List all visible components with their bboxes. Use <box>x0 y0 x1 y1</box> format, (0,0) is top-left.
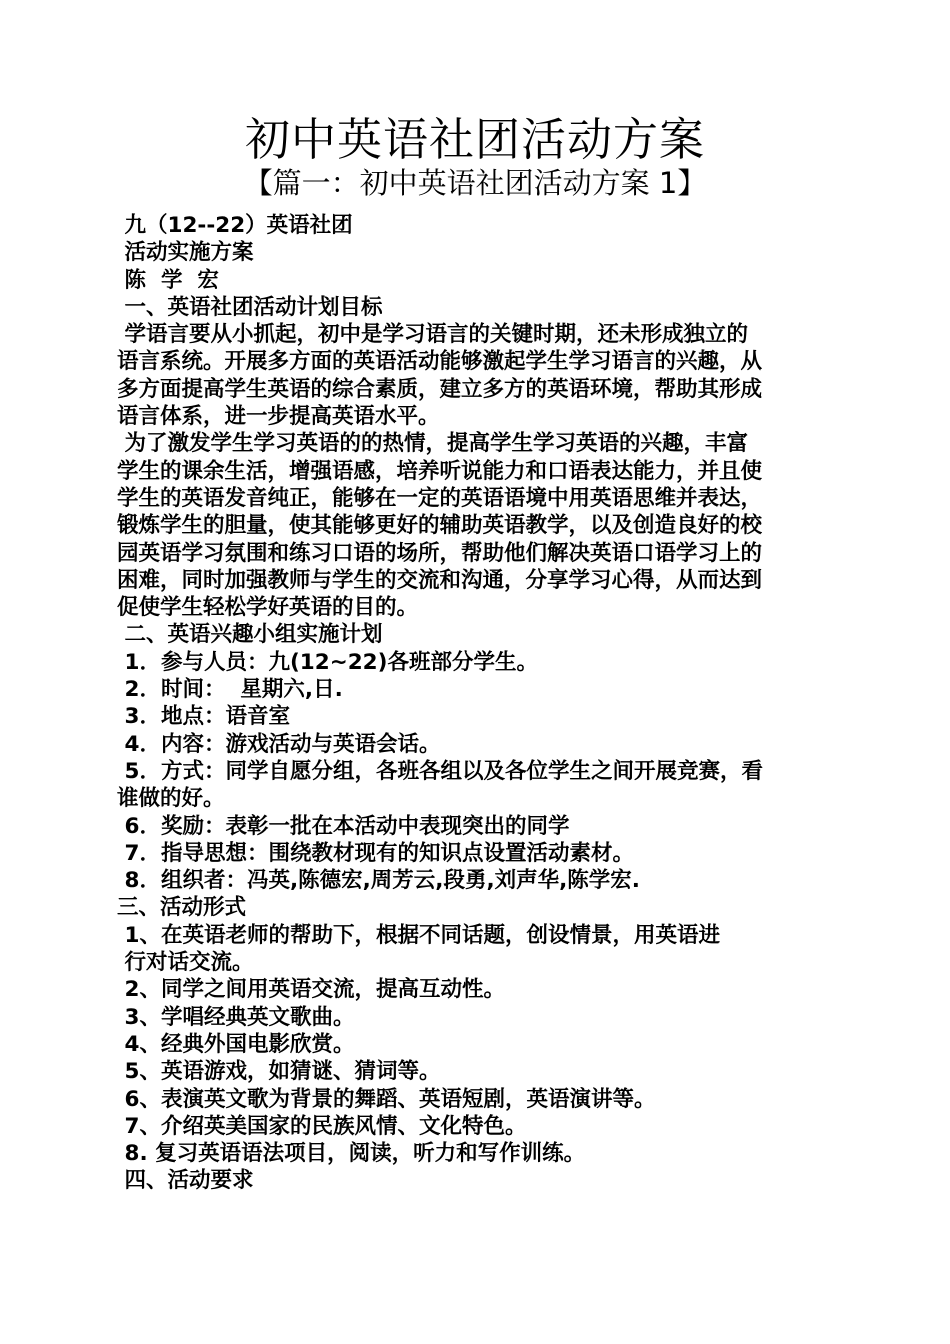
text-line: 6．奖励：表彰一批在本活动中表现突出的同学 <box>117 813 570 839</box>
text-line: 5、英语游戏，如猜谜、猜词等。 <box>117 1059 441 1085</box>
text-line: 8. 复习英语语法项目，阅读，听力和写作训练。 <box>117 1141 586 1167</box>
text-line: 1．参与人员：九(12~22)各班部分学生。 <box>117 649 538 675</box>
text-line: 语言体系，进一步提高英语水平。 <box>117 404 440 430</box>
text-line: 四、活动要求 <box>117 1168 254 1194</box>
text-line: 6、表演英文歌为背景的舞蹈、英语短剧，英语演讲等。 <box>117 1086 656 1112</box>
text-line: 锻炼学生的胆量，使其能够更好的辅助英语教学，以及创造良好的校 <box>117 513 763 539</box>
text-line: 行对话交流。 <box>117 950 254 976</box>
text-line: 学生的英语发音纯正，能够在一定的英语语境中用英语思维并表达， <box>117 485 763 511</box>
text-line: 园英语学习氛围和练习口语的场所，帮助他们解决英语口语学习上的 <box>117 540 763 566</box>
text-line: 4．内容：游戏活动与英语会话。 <box>117 731 441 757</box>
text-line: 为了激发学生学习英语的的热情，提高学生学习英语的兴趣，丰富 <box>117 431 748 457</box>
text-line: 7．指导思想：围绕教材现有的知识点设置活动素材。 <box>117 840 634 866</box>
text-line: 促使学生轻松学好英语的目的。 <box>117 595 419 621</box>
text-line: 陈 学 宏 <box>117 267 219 293</box>
text-line: 二、英语兴趣小组实施计划 <box>117 622 383 648</box>
document-subtitle: 【篇一：初中英语社团活动方案 1】 <box>243 166 707 200</box>
text-line: 7、介绍英美国家的民族风情、文化特色。 <box>117 1113 527 1139</box>
text-line: 4、经典外国电影欣赏。 <box>117 1031 355 1057</box>
text-line: 九（12--22）英语社团 <box>117 213 353 238</box>
text-line: 2．时间： 星期六,日. <box>117 677 343 703</box>
text-line: 3．地点：语音室 <box>117 704 290 730</box>
text-line: 谁做的好。 <box>117 786 225 812</box>
text-line: 8．组织者：冯英,陈德宏,周芳云,段勇,刘声华,陈学宏. <box>117 868 640 894</box>
text-line: 学生的课余生活，增强语感，培养听说能力和口语表达能力，并且使 <box>117 458 763 484</box>
text-line: 活动实施方案 <box>117 240 254 266</box>
text-line: 5．方式：同学自愿分组，各班各组以及各位学生之间开展竞赛，看 <box>117 758 763 784</box>
document-body <box>117 212 839 1195</box>
text-line: 困难，同时加强教师与学生的交流和沟通，分享学习心得，从而达到 <box>117 567 763 593</box>
text-line: 三、活动形式 <box>117 895 247 921</box>
text-line: 2、同学之间用英语交流，提高互动性。 <box>117 977 505 1003</box>
text-line: 多方面提高学生英语的综合素质，建立多方的英语环境，帮助其形成 <box>117 376 763 402</box>
text-line: 语言系统。开展多方面的英语活动能够激起学生学习语言的兴趣，从 <box>117 349 763 375</box>
text-line: 一、英语社团活动计划目标 <box>117 294 383 320</box>
text-line: 3、学唱经典英文歌曲。 <box>117 1004 355 1030</box>
document-title: 初中英语社团活动方案 <box>244 113 705 166</box>
text-line: 1、在英语老师的帮助下，根据不同话题，创设情景，用英语进 <box>117 922 720 948</box>
text-line: 学语言要从小抓起，初中是学习语言的关键时期，还未形成独立的 <box>117 322 748 348</box>
